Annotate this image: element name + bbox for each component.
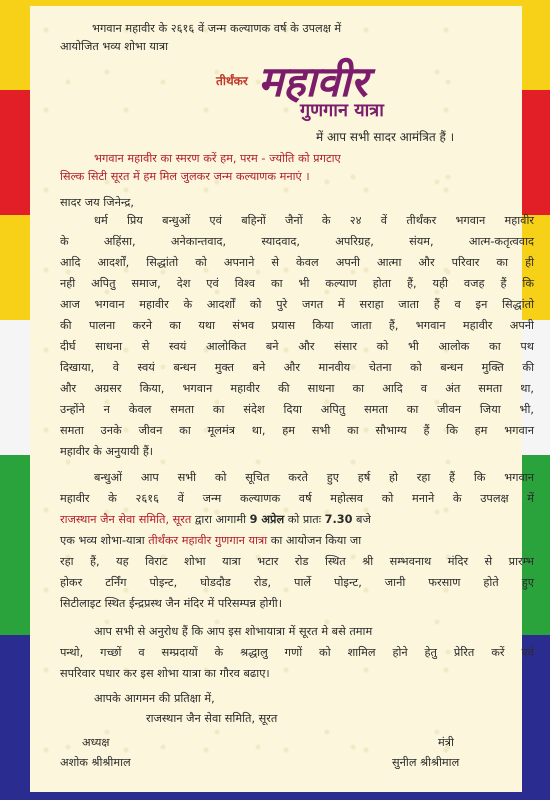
logo-sub: गुणगान यात्रा — [300, 100, 384, 121]
para3-line: आप सभी से अनुरोध हैं कि आप इस शोभायात्रा में सूरत मे बसे तमाम — [94, 625, 373, 638]
event-date: 9 अप्रेल — [249, 513, 285, 526]
para1-line: आदि आदर्शों, सिद्धांतो को अपनाने से केवल अपनी आत्मा और परिवार का ही — [60, 256, 534, 269]
closing-line: आपके आगमन की प्रतिक्षा में, — [94, 692, 215, 705]
para2-line-3 — [60, 513, 371, 527]
text-segment: बजे — [352, 513, 371, 526]
para2-line-4 — [60, 534, 361, 548]
text-segment: का आयोजन किया जा — [267, 534, 362, 547]
para2-line: सिटीलाइट स्थित ईन्द्रप्रस्थ जैन मंदिर में परिसम्पन्न होगी। — [60, 597, 283, 610]
para2-line: होकर टर्निंग पोइन्ट, घोडदौड रोड, पार्ले पोइन्ट, जानी फरसाण होते हुए — [60, 576, 534, 589]
para3-line: पन्थो, गच्छों व सम्प्रदायों के श्रद्धालु गणों को शामिल होने हेतु प्रेरित करें एवं — [60, 646, 534, 659]
para2-line: महावीर के २६१६ वें जन्म कल्याणक वर्ष महोत्सव को मनाने के उपलक्ष में — [60, 492, 534, 505]
header-line-1: भगवान महावीर के २६१६ वें जन्म कल्याणक वर्ष के उपलक्ष में — [92, 22, 342, 35]
para1-line: धर्म प्रिय बन्धुओं एवं बहिनों जैनों के २४ वें तीर्थंकर भगवान महावीर — [94, 214, 534, 227]
text-segment: को प्रातः — [284, 513, 325, 526]
para1-line: आज भगवान महावीर के आदर्शों को पुरे जगत में सराहा जाता हैं व इन सिद्धांतो — [60, 298, 534, 311]
para1-line: महावीर के अनुयायी हैं। — [60, 445, 154, 458]
organizer-name: राजस्थान जैन सेवा समिति, सूरत — [60, 513, 192, 526]
event-name: तीर्थंकर महावीर गुणगान यात्रा — [148, 534, 268, 547]
president-title: अध्यक्ष — [82, 736, 110, 749]
para2-line: बन्धुओं आप सभी को सूचित करते हुए हर्ष हो रहा हैं कि भगवान — [94, 471, 534, 484]
para1-line: समता उनके जीवन का मूलमंत्र था, हम सभी का सौभाग्य हैं कि हम भगवान — [60, 424, 534, 437]
verse-line-2: सिल्क सिटी सूरत में हम मिल जुलकर जन्म कल्याणक मनाएं । — [60, 170, 310, 183]
secretary-title: मंत्री — [438, 736, 454, 749]
para3-line: सपरिवार पधार कर इस शोभा यात्रा का गौरव बढाए। — [60, 667, 270, 680]
para2-line: रहा हैं, यह विराट शोभा यात्रा भटार रोड स्थित श्री सम्भवनाथ मंदिर से प्रारम्भ — [60, 555, 534, 568]
greeting: सादर जय जिनेन्द्र, — [60, 196, 134, 209]
organization-signature: राजस्थान जैन सेवा समिति, सूरत — [146, 712, 278, 725]
invite-line: में आप सभी सादर आमंत्रित हैं । — [316, 130, 455, 144]
president-name: अशोक श्रीश्रीमाल — [60, 756, 131, 769]
event-time: 7.30 — [324, 513, 353, 526]
para1-line: के अहिंसा, अनेकान्तवाद, स्यादवाद, अपरिग्रह, संयम, आत्म-कतृत्ववाद — [60, 235, 534, 248]
para1-line: दिखाया, वे स्वयं बन्धन मुक्त बने और मानवीय चेतना को बन्धन मुक्ति की — [60, 361, 534, 374]
para1-line: और अग्रसर किया, भगवान महावीर की साधना का आदि व अंत समता था, — [60, 382, 534, 395]
header-line-2: आयोजित भव्य शोभा यात्रा — [60, 40, 169, 53]
verse-line-1: भगवान महावीर का स्मरण करें हम, परम - ज्योति को प्रगटाए — [94, 152, 341, 165]
logo-main: महावीर — [258, 57, 368, 106]
para1-line: नही अपितु समाज, देश एवं विश्व का भी कल्याण होता हैं, यही वजह हैं कि — [60, 277, 534, 290]
logo-prefix: तीर्थंकर — [216, 74, 248, 88]
secretary-name: सुनील श्रीश्रीमाल — [392, 756, 460, 769]
para1-line: की पालना करने का यथा संभव प्रयास किया जाता हैं, भगवान महावीर अपनी — [60, 319, 534, 332]
para1-line: दीर्घ साधना से स्वयं आलोकित बने और संसार को भी आलोक का पथ — [60, 340, 534, 353]
para1-line: उन्होंने न केवल समता का संदेश दिया अपितु समता का जीवन जिया भी, — [60, 403, 534, 416]
text-segment: द्वारा आगामी — [191, 513, 250, 526]
text-segment: एक भव्य शोभा-यात्रा — [60, 534, 149, 547]
